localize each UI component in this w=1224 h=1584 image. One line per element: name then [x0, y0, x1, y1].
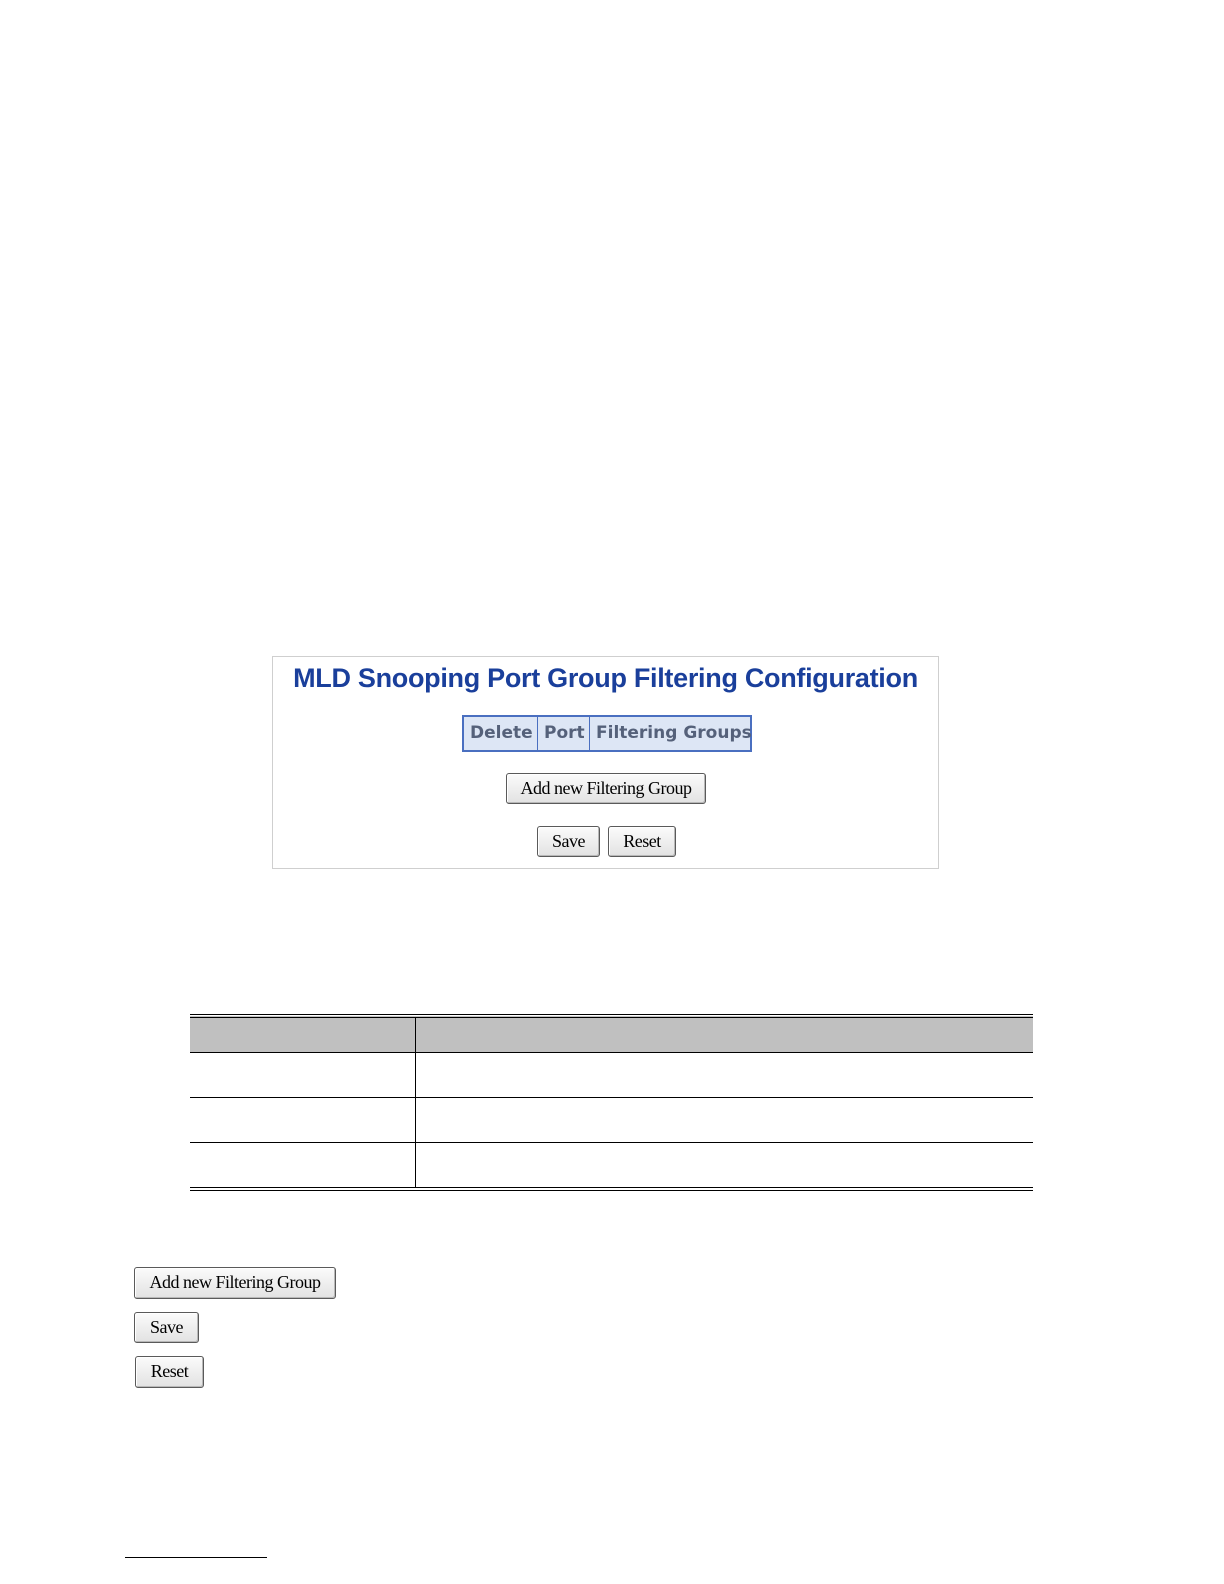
column-header-filtering-groups: Filtering Groups [596, 723, 752, 743]
legend-save-button[interactable]: Save [134, 1312, 199, 1343]
table-row [190, 1098, 1033, 1143]
page-title: MLD Snooping Port Group Filtering Configuration [293, 663, 918, 693]
column-header-port: Port [538, 717, 590, 750]
column-header-delete: Delete [464, 717, 538, 750]
row-description [416, 1053, 1034, 1098]
footnote-rule [125, 1557, 267, 1558]
header-description [416, 1016, 1034, 1053]
table-row [190, 1143, 1033, 1190]
save-button[interactable]: Save [537, 826, 600, 857]
row-object [190, 1143, 416, 1190]
row-description [416, 1143, 1034, 1190]
table-row [190, 1053, 1033, 1098]
description-table [190, 1014, 1033, 1191]
filtering-table-header [462, 715, 752, 752]
row-object [190, 1053, 416, 1098]
config-panel [272, 656, 939, 869]
legend-add-filtering-group-button[interactable]: Add new Filtering Group [134, 1267, 336, 1299]
header-object [190, 1016, 416, 1053]
legend-reset-button[interactable]: Reset [135, 1356, 204, 1388]
reset-button[interactable]: Reset [608, 826, 676, 857]
description-table-header [190, 1016, 1033, 1053]
row-description [416, 1098, 1034, 1143]
add-filtering-group-button[interactable]: Add new Filtering Group [506, 773, 706, 804]
row-object [190, 1098, 416, 1143]
